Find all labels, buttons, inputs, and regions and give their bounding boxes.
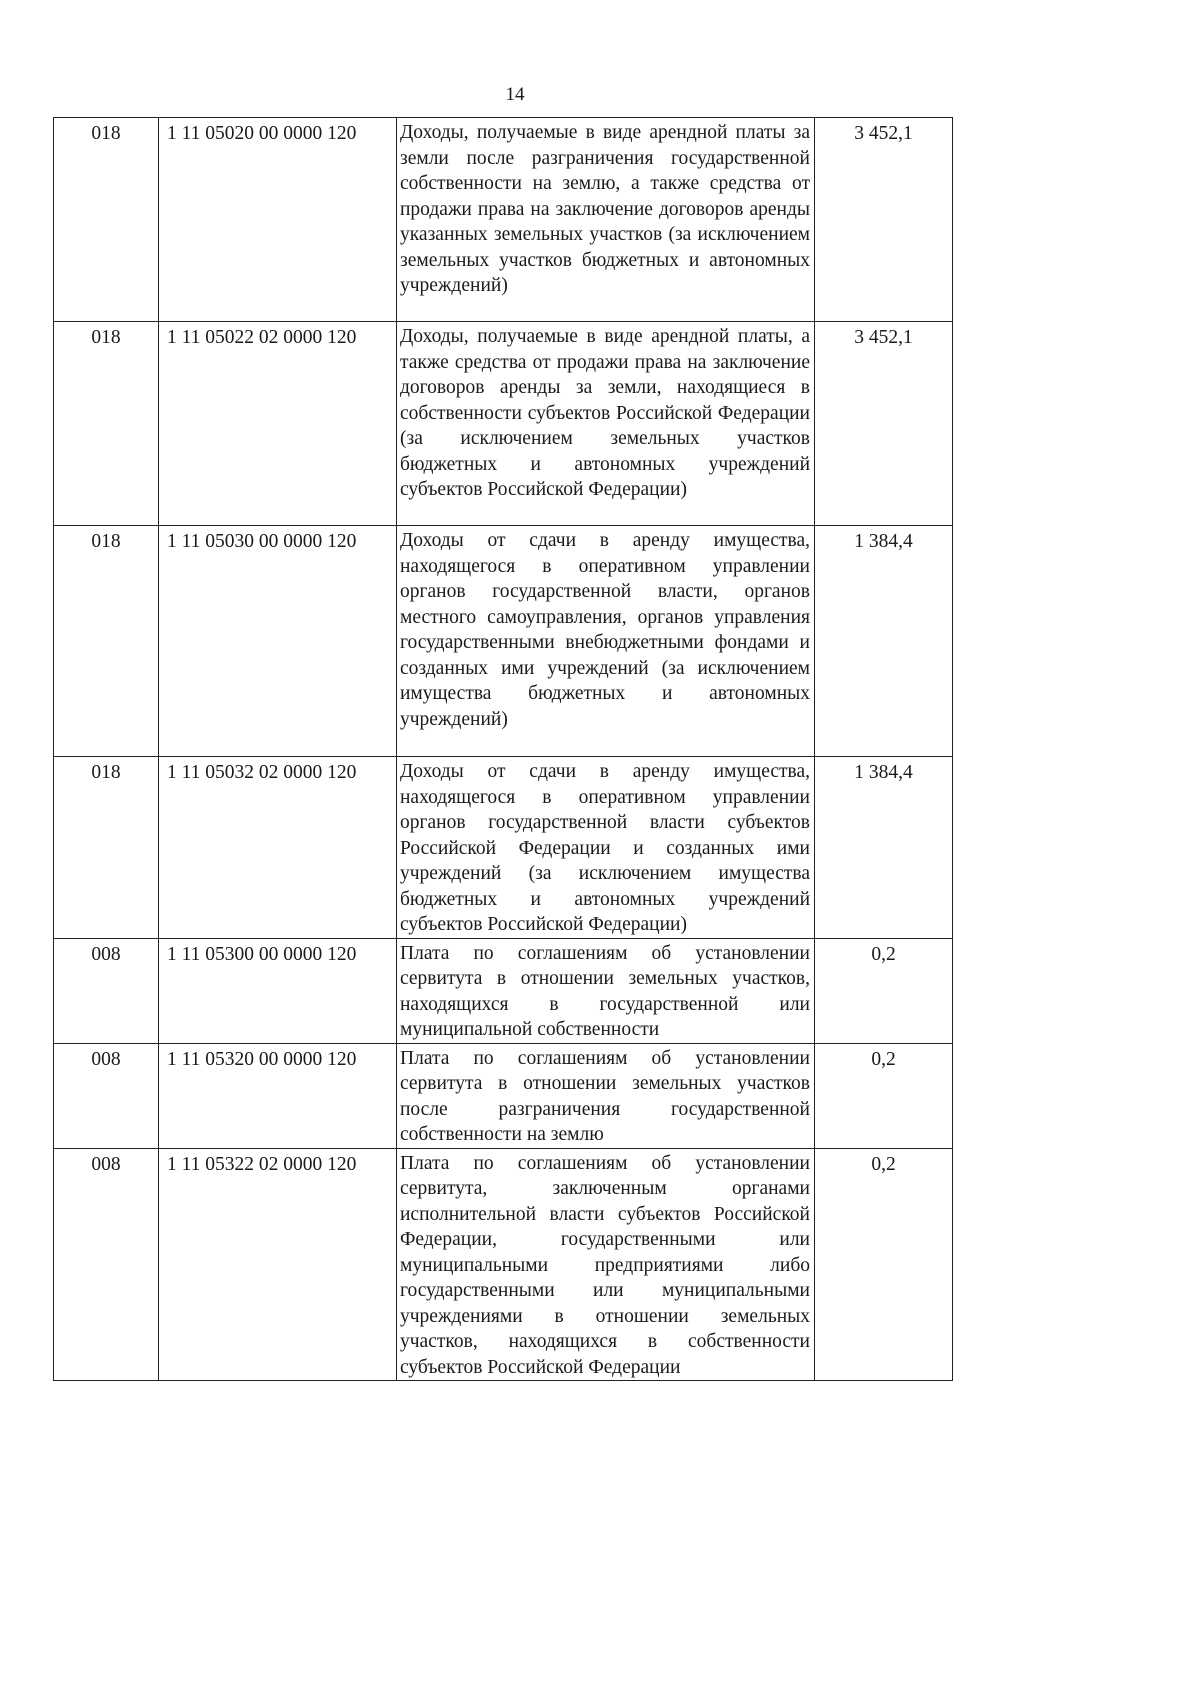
table-row <box>54 938 953 1043</box>
table-row <box>54 1148 953 1381</box>
budget-classification-code-cell: 1 11 05022 02 0000 120 <box>159 322 397 526</box>
amount-cell: 0,2 <box>815 1043 953 1148</box>
revenue-name-cell: Доходы, получаемые в виде арендной платы, а также средства от продажи права на заключение договоров аренды за земли, находящиеся в собственности субъектов Российской Федерации (за исключением земельных участков бюджетных и автономных учреждений субъектов Российской Федерации) <box>397 322 815 526</box>
admin-code-cell: 008 <box>54 1043 159 1148</box>
amount-cell: 0,2 <box>815 938 953 1043</box>
admin-code-cell: 018 <box>54 322 159 526</box>
revenue-name-cell: Плата по соглашениям об установлении сервитута в отношении земельных участков после разграничения государственной собственности на землю <box>397 1043 815 1148</box>
admin-code-cell: 008 <box>54 938 159 1043</box>
revenue-name-cell: Доходы от сдачи в аренду имущества, находящегося в оперативном управлении органов государственной власти, органов местного самоуправления, органов управления государственными внебюджетными фондами и созданных ими учреждений (за исключением имущества бюджетных и автономных учреждений) <box>397 526 815 757</box>
table-row <box>54 526 953 757</box>
amount-cell: 1 384,4 <box>815 526 953 757</box>
budget-classification-code-cell: 1 11 05032 02 0000 120 <box>159 757 397 939</box>
budget-revenue-table <box>53 117 953 1381</box>
budget-classification-code-cell: 1 11 05300 00 0000 120 <box>159 938 397 1043</box>
table-row <box>54 322 953 526</box>
table-row <box>54 118 953 322</box>
table-row <box>54 757 953 939</box>
amount-cell: 3 452,1 <box>815 118 953 322</box>
admin-code-cell: 018 <box>54 526 159 757</box>
table-row <box>54 1043 953 1148</box>
budget-classification-code-cell: 1 11 05322 02 0000 120 <box>159 1148 397 1381</box>
revenue-name-cell: Доходы, получаемые в виде арендной платы за земли после разграничения государственной собственности на землю, а также средства от продажи права на заключение договоров аренды указанных земельных участков (за исключением земельных участков бюджетных и автономных учреждений) <box>397 118 815 322</box>
admin-code-cell: 018 <box>54 118 159 322</box>
admin-code-cell: 018 <box>54 757 159 939</box>
revenue-name-cell: Плата по соглашениям об установлении сервитута, заключенным органами исполнительной власти субъектов Российской Федерации, государственными или муниципальными предприятиями либо государственными или муниципальными учреждениями в отношении земельных участков, находящихся в собственности субъектов Российской Федерации <box>397 1148 815 1381</box>
amount-cell: 0,2 <box>815 1148 953 1381</box>
revenue-name-cell: Плата по соглашениям об установлении сервитута в отношении земельных участков, находящихся в государственной или муниципальной собственности <box>397 938 815 1043</box>
budget-classification-code-cell: 1 11 05030 00 0000 120 <box>159 526 397 757</box>
page-number: 14 <box>505 84 525 105</box>
budget-classification-code-cell: 1 11 05020 00 0000 120 <box>159 118 397 322</box>
amount-cell: 1 384,4 <box>815 757 953 939</box>
amount-cell: 3 452,1 <box>815 322 953 526</box>
admin-code-cell: 008 <box>54 1148 159 1381</box>
revenue-name-cell: Доходы от сдачи в аренду имущества, находящегося в оперативном управлении органов государственной власти субъектов Российской Федерации и созданных ими учреждений (за исключением имущества бюджетных и автономных учреждений субъектов Российской Федерации) <box>397 757 815 939</box>
budget-classification-code-cell: 1 11 05320 00 0000 120 <box>159 1043 397 1148</box>
